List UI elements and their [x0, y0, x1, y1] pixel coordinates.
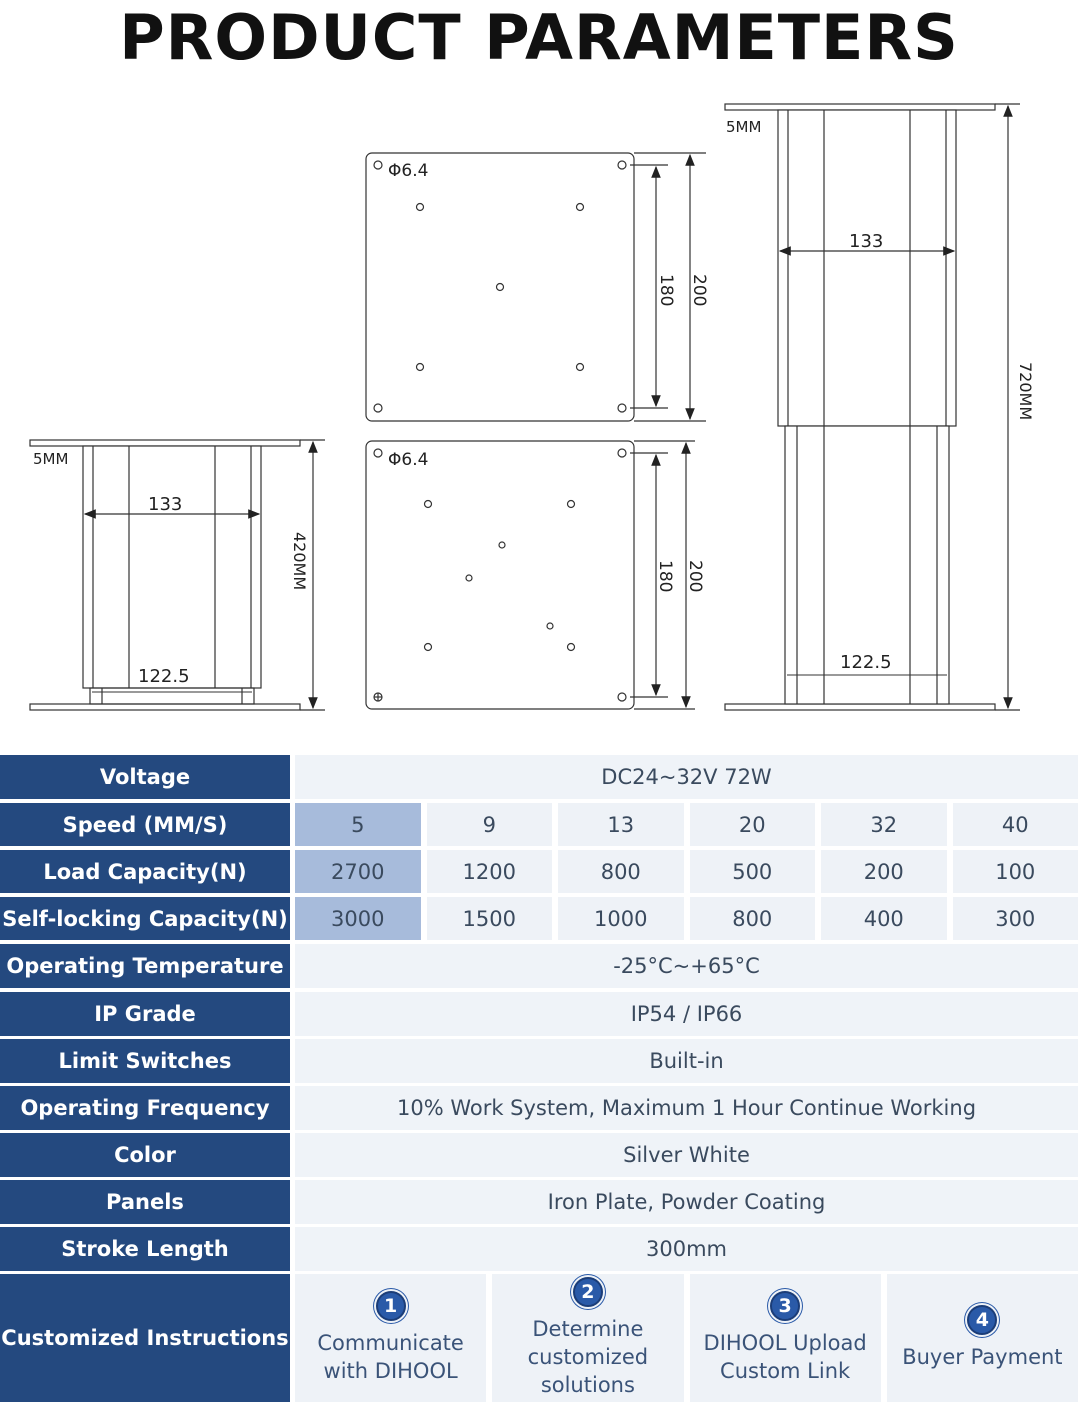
table-cell: 3000: [295, 897, 421, 940]
table-cell: 2700: [295, 850, 421, 893]
bottom-plate-inner-dim: 180: [655, 560, 675, 593]
row-label: Color: [0, 1133, 290, 1177]
step-determine: [492, 1274, 683, 1402]
row-stroke-length: [0, 1227, 1078, 1271]
top-plate-inner-dim: 180: [656, 274, 676, 307]
row-customized-instructions: [0, 1274, 1078, 1402]
step-text: DIHOOL Upload Custom Link: [703, 1331, 867, 1383]
row-label: IP Grade: [0, 992, 290, 1036]
table-cell: 800: [690, 897, 816, 940]
table-cell: 800: [558, 850, 684, 893]
row-value: Built-in: [295, 1039, 1078, 1083]
tall-column-top-width: 133: [849, 231, 884, 252]
step-number-badge: 4: [967, 1305, 997, 1335]
row-value: 10% Work System, Maximum 1 Hour Continue Working: [295, 1086, 1078, 1130]
row-panels: [0, 1180, 1078, 1224]
step-buyer-payment: [887, 1274, 1078, 1402]
table-cell: 32: [821, 803, 947, 846]
row-label: Stroke Length: [0, 1227, 290, 1271]
step-number-badge: 2: [573, 1277, 603, 1307]
row-voltage: [0, 755, 1078, 799]
row-label: Customized Instructions: [0, 1274, 290, 1402]
tall-column-thickness: 5MM: [726, 118, 762, 136]
row-value: DC24~32V 72W: [295, 755, 1078, 799]
row-operating-frequency: [0, 1086, 1078, 1130]
row-operating-temperature: [0, 944, 1078, 988]
row-color: [0, 1133, 1078, 1177]
row-label: Limit Switches: [0, 1039, 290, 1083]
row-label: Operating Frequency: [0, 1086, 290, 1130]
table-cell: 100: [953, 850, 1078, 893]
bottom-plate-drawing: [366, 441, 695, 709]
step-text: Buyer Payment: [902, 1345, 1063, 1369]
row-limit-switches: [0, 1039, 1078, 1083]
row-label: Panels: [0, 1180, 290, 1224]
table-cell: 1500: [427, 897, 553, 940]
row-value: Iron Plate, Powder Coating: [295, 1180, 1078, 1224]
short-column-thickness: 5MM: [33, 450, 69, 468]
step-text: Determine customized solutions: [527, 1317, 649, 1397]
table-cell: 1000: [558, 897, 684, 940]
table-cell: 5: [295, 803, 421, 846]
page-title: PRODUCT PARAMETERS: [119, 1, 959, 74]
table-cell: 9: [427, 803, 553, 846]
row-self-locking: [0, 897, 1078, 940]
row-ip-grade: [0, 992, 1078, 1036]
table-cell: 400: [821, 897, 947, 940]
bottom-plate-hole-size: Φ6.4: [388, 450, 429, 470]
row-load-capacity: [0, 850, 1078, 893]
table-cell: 1200: [427, 850, 553, 893]
short-column-height: 420MM: [290, 532, 309, 591]
short-column-top-width: 133: [148, 494, 183, 515]
row-label: Self-locking Capacity(N): [0, 897, 290, 940]
top-plate-hole-size: Φ6.4: [388, 161, 429, 181]
step-upload-link: [690, 1274, 881, 1402]
table-cell: 40: [953, 803, 1078, 846]
table-cell: 500: [690, 850, 816, 893]
row-speed: [0, 803, 1078, 846]
bottom-plate-outer-dim: 200: [685, 560, 705, 593]
tall-column-drawing: [725, 104, 1020, 710]
row-label: Load Capacity(N): [0, 850, 290, 893]
table-cell: 13: [558, 803, 684, 846]
step-communicate: [295, 1274, 486, 1402]
tall-column-height: 720MM: [1016, 362, 1035, 421]
row-label: Voltage: [0, 755, 290, 799]
technical-drawings: [0, 90, 1078, 730]
top-plate-outer-dim: 200: [689, 274, 709, 307]
table-cell: 300: [953, 897, 1078, 940]
step-number-badge: 1: [376, 1291, 406, 1321]
row-value: -25°C~+65°C: [295, 944, 1078, 988]
row-value: 300mm: [295, 1227, 1078, 1271]
row-label: Speed (MM/S): [0, 803, 290, 846]
row-value: Silver White: [295, 1133, 1078, 1177]
row-label: Operating Temperature: [0, 944, 290, 988]
short-column-bottom-width: 122.5: [138, 666, 190, 687]
step-number-badge: 3: [770, 1291, 800, 1321]
tall-column-bottom-width: 122.5: [840, 652, 892, 673]
step-text: Communicate with DIHOOL: [317, 1331, 464, 1383]
top-plate-drawing: [366, 153, 706, 421]
row-value: IP54 / IP66: [295, 992, 1078, 1036]
table-cell: 20: [690, 803, 816, 846]
table-cell: 200: [821, 850, 947, 893]
